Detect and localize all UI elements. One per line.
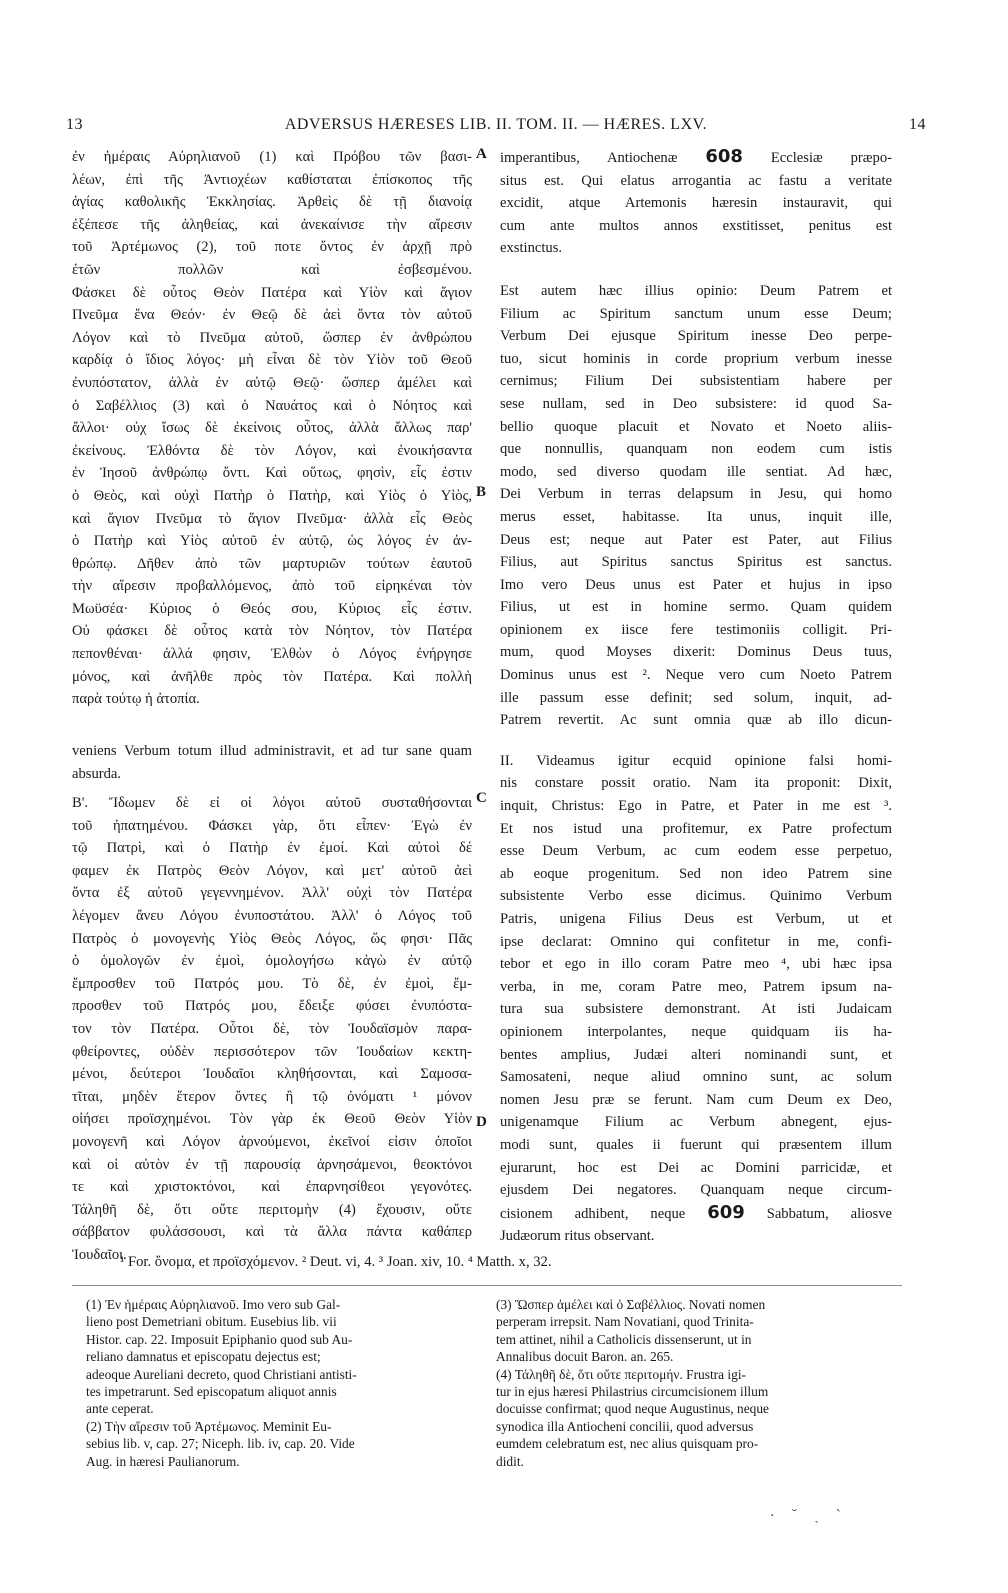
greek-line: φαμεν ἐκ Πατρὸς Θεὸν Λόγον, καὶ μετ' αὐτοῦ ἀεὶ xyxy=(72,862,472,879)
greek-line: Ἰουδαῖοι. xyxy=(72,1246,127,1263)
greek-column xyxy=(72,146,472,711)
greek-line: ὁ Σαβέλλιος (3) καὶ ὁ Ναυάτος καὶ ὁ Νόητος καὶ xyxy=(72,397,472,414)
greek-line: Μωϋσέα· Κύριος ὁ Θεός σου, Κύριος εἷς ἐστιν. xyxy=(72,600,472,617)
latin-line: ab eoque progenitum. Sed non ideo Patrem sine xyxy=(500,865,892,882)
latin-line: Filius, ut est in homine sermo. Quam quidem xyxy=(500,599,892,616)
margin-letter-c: C xyxy=(476,790,487,806)
latin-line: Verbum Dei ejusque Spiritum inesse Deo perpe- xyxy=(500,328,892,345)
latin-line: verba, in me, coram Patre meo, Patrem ipsum na- xyxy=(500,978,892,995)
greek-line: ἐν ἡμέραις Αὐρηλιανοῦ (1) καὶ Πρόβου τῶν βασι- xyxy=(72,149,472,165)
greek-line: τὴν αἵρεσιν προβαλλόμενος, ἀπὸ τοῦ εἰρηκέναι τὸν xyxy=(72,578,472,595)
margin-letter-b: B xyxy=(476,484,487,500)
greek-line: πεπονθέναι· ἀλλά φησιν, Ἐλθὼν ὁ Λόγος ἐνήργησε xyxy=(72,646,472,663)
latin-line: nis constare possit oratio. Nam ita proponit: Dixit, xyxy=(500,775,892,792)
greek-line: τῖται, μηδὲν ἕτερον ὄντες ἢ τῷ ὀνόματι ¹ μόνον xyxy=(72,1088,472,1105)
greek-line: ὁ ὁμολογῶν ἐν ἐμοὶ, ὁμολογήσω κἀγὼ ἐν αὐτῷ xyxy=(72,953,472,970)
greek-line: Τάληθῆ δὲ, ὅτι οὔτε περιτομὴν (4) ἔχουσιν, οὔτε xyxy=(72,1201,472,1218)
greek-line: λέων, ἐπὶ τῆς Ἀντιοχέων καθίσταται ἐπίσκοπος τῆς xyxy=(72,171,472,188)
greek-line: ἄλλοι· οὐχ ἴσως δὲ ἐκείνοις οὗτος, ἀλλὰ ἄλλως παρ' xyxy=(72,420,472,437)
greek-line: Β'. Ἴδωμεν δὲ εἰ οἱ λόγοι αὐτοῦ συσταθήσονται xyxy=(72,795,472,811)
greek-line: Πνεῦμα ἕνα Θεόν· ἐν Θεῷ δὲ ἀεὶ ὄντα τὸν αὐτοῦ xyxy=(72,307,472,324)
greek-line: μονογενῆ καὶ Λόγον ἀρνούμενοι, ἐκεῖνοί εἰσιν ὁποῖοι xyxy=(72,1133,472,1150)
running-title: ADVERSUS HÆRESES LIB. II. TOM. II. — HÆRES. LXV. xyxy=(284,116,708,133)
greek-line: παρὰ τούτῳ ἡ ἀτοπία. xyxy=(72,691,200,708)
greek-line: φθείροντες, οὐδὲν περισσότερον τῶν Ἰουδαίων κεκτη- xyxy=(72,1043,472,1060)
greek-line: καρδίᾳ ὁ ἴδιος λόγος· μὴ εἶναι δὲ τὸν Υἱὸν τοῦ Θεοῦ xyxy=(72,352,472,369)
latin-line: opinionem ex iisce fere testimoniis colligit. Pri- xyxy=(500,621,892,638)
greek-line: τε καὶ χριστοκτόνοι, καὶ ἐπαρνησίθεοι γεγονότες. xyxy=(72,1179,472,1196)
page-mark-609: 609 xyxy=(707,1201,745,1223)
note-line: didit. xyxy=(496,1453,524,1469)
footnote-divider xyxy=(72,1285,902,1286)
latin-line: modo, sed diverso quodam ille sentiat. Ad hæc, xyxy=(500,463,892,480)
latin-line: merus esset, habitasse. Ita unus, inquit ille, xyxy=(500,508,892,525)
greek-line: οἰήσει προϊσχημένοι. Τὸν γὰρ ἐκ Θεοῦ Θεὸν Υἱὸν xyxy=(72,1111,472,1128)
greek-line: ὁ Πατὴρ καὶ Υἱὸς αὐτοῦ ἐν αὐτῷ, ὡς λόγος ἐν ἀν- xyxy=(72,533,472,550)
greek-line: Φάσκει δὲ οὗτος Θεὸν Πατέρα καὶ Υἱὸν καὶ ἅγιον xyxy=(72,284,472,301)
latin-column xyxy=(500,146,892,1248)
page-number-right: 14 xyxy=(909,116,926,133)
latin-line: ille passum esse definit; sed solum, inquit, ad- xyxy=(500,689,892,706)
latin-spillover xyxy=(72,740,472,785)
latin-line: nomen Jesu præ se ferunt. Nam cum Deum ex Deo, xyxy=(500,1091,892,1108)
latin-line: Dominus unus est ². Neque vero cum Noeto Patrem xyxy=(500,667,892,684)
latin-block-2 xyxy=(500,280,892,732)
greek-line: τον τὸν Πατέρα. Οὗτοι δὲ, τὸν Ἰουδαϊσμὸν παρα- xyxy=(72,1020,472,1037)
latin-line: opinionem interpolantes, neque quidquam iis ha- xyxy=(500,1023,892,1040)
greek-line: σάββατον φυλάσσουσι, καὶ τὰ ἄλλα πάντα καθάπερ xyxy=(72,1224,472,1241)
latin-line: esse Deum Verbum, ac cum eodem esse perpetuo, xyxy=(500,843,892,860)
greek-line: ἔμπροσθεν τοῦ Πατρός μου. Τὸ δὲ, ἐν ἐμοὶ, ἔμ- xyxy=(72,975,472,992)
latin-block-1 xyxy=(500,170,892,260)
greek-column-2 xyxy=(72,792,472,1266)
latin-line: bellio quoque placuit et Novato et Noeto aliis- xyxy=(500,418,892,435)
latin-line: Filius, aut Spiritus sanctus Spiritus est sanctus. xyxy=(500,554,892,571)
latin-line: Patris, unigena Filius Deus est Verbum, ut et xyxy=(500,911,892,927)
note-line: reliano damnatus et episcopatu dejectus est; xyxy=(86,1349,321,1365)
page-mark-608: 608 xyxy=(705,146,743,167)
latin-line: Samosateni, neque aliud omnino sunt, ac solum xyxy=(500,1069,892,1086)
latin-line: ipse declarat: Omnino qui confitetur in me, confi- xyxy=(500,933,892,950)
latin-line: tuo, sicut hominis in corde proprium verbum inesse xyxy=(500,350,892,367)
greek-line: καὶ ἅγιον Πνεῦμα τὸ ἅγιον Πνεῦμα· ἀλλὰ εἷς Θεὸς xyxy=(72,510,472,527)
running-header xyxy=(66,116,926,140)
latin-line: ejusdem Dei negatores. Quanquam neque circum- xyxy=(500,1182,892,1199)
greek-line: θρώπῳ. Δῆθεν ἀπὸ τῶν μαρτυριῶν τούτων ἑαυτοῦ xyxy=(72,555,472,572)
latin-line: subsistente Verbo esse dicimus. Quinimo Verbum xyxy=(500,888,892,905)
latin-block-3 xyxy=(500,750,892,1202)
greek-line: ἐν Ἰησοῦ ἀνθρώπῳ ὄντι. Καὶ οὕτως, φησὶν, εἷς ἐστιν xyxy=(72,465,472,482)
note-line: synodica illa Antiocheni concilii, quod adversus xyxy=(496,1418,754,1434)
margin-letter-d: D xyxy=(476,1114,487,1130)
latin-line: modi sunt, quales ii fuerunt qui præsentem illum xyxy=(500,1136,892,1153)
latin-line: Et nos istud una profitemur, ex Patre profectum xyxy=(500,820,892,837)
latin-spillover-text: veniens Verbum totum illud administravit, et ad tur sane quam absurda. xyxy=(72,743,472,782)
greek-line: μένοι, δεύτεροι Ἰουδαῖοι κληθήσονται, καὶ Σαμοσα- xyxy=(72,1066,472,1083)
notes-left-column xyxy=(86,1296,476,1470)
latin-line: excidit, atque Artemonis hæresin instauravit, qui xyxy=(500,195,892,212)
greek-line: Λόγον καὶ τὸ Πνεῦμα αὐτοῦ, ὥσπερ ἐν ἀνθρώπου xyxy=(72,329,472,346)
greek-line: τοῦ Ἀρτέμωνος (2), τοῦ ποτε ὄντος ἐν ἀρχῇ πρὸ xyxy=(72,239,472,256)
note-line: tem attinet, nihil a Catholicis dissenserunt, ut in xyxy=(496,1331,752,1347)
footnote-references: ¹ For. ὄνομα, et προϊσχόμενον. ² Deut. vi, 4. ³ Joan. xiv, 10. ⁴ Matth. x, 32. xyxy=(120,1254,552,1270)
note-line: (3) Ὥσπερ ἀμέλει καὶ ὁ Σαβέλλιος. Novati nomen xyxy=(496,1297,766,1312)
latin-line: Dei Verbum in terras delapsum in Jesu, qui homo xyxy=(500,486,892,503)
latin-line: tebor et ego in illo coram Patre meo ⁴, ubi hæc ipsa xyxy=(500,956,892,973)
greek-line: Πατρὸς ὁ μονογενὴς Υἱὸς Θεὸς Λόγος, ὥς φησι· Πᾶς xyxy=(72,930,472,947)
latin-line: Deus est; neque aut Pater est Pater, aut Filius xyxy=(500,531,892,548)
latin-line: II. Videamus igitur ecquid opinione falsi homi- xyxy=(500,752,892,769)
specks: · ˘ ˎ ˋ xyxy=(770,1508,849,1524)
note-line: lieno post Demetriani obitum. Eusebius lib. vii xyxy=(86,1314,337,1330)
latin-line: Judæorum ritus observant. xyxy=(500,1228,655,1245)
note-line: perperam irrepsit. Nam Novatiani, quod Trinita- xyxy=(496,1314,754,1330)
greek-line: ἐτῶν πολλῶν καὶ ἐσβεσμένου. xyxy=(72,261,472,278)
note-line: tes impetrarunt. Sed episcopatum aliquot annis xyxy=(86,1384,337,1400)
greek-line: Οὐ φάσκει δὲ οὗτος κατὰ τὸν Νόητον, τὸν Πατέρα xyxy=(72,623,472,640)
page-number-left: 13 xyxy=(66,116,83,133)
latin-line: Est autem hæc illius opinio: Deum Patrem et xyxy=(500,282,892,299)
note-line: (1) Ἐν ἡμέραις Αὐρηλιανοῦ. Imo vero sub Gal- xyxy=(86,1297,341,1312)
greek-line: ὄντα ἐξ αὐτοῦ γεγεννημένον. Ἀλλ' οὐχὶ τὸν Πατέρα xyxy=(72,885,472,902)
note-line: eumdem celebratum est, nec alius quisquam pro- xyxy=(496,1436,759,1452)
greek-line: καὶ οἱ αὐτὸν ἐν τῇ παρουσίᾳ ἀρνησάμενοι, θεοκτόνοι xyxy=(72,1156,472,1173)
latin-line: cernimus; Filium Dei subsistentiam habere per xyxy=(500,373,892,390)
latin-line: Imo vero Deus unus est Pater et hujus in ipso xyxy=(500,576,892,593)
latin-line: cum ante multos annos exstitisset, penitus est xyxy=(500,217,892,234)
greek-line: ἐκείνους. Ἐλθόντα δὲ τὸν Λόγον, καὶ ἐνοικήσαντα xyxy=(72,442,472,459)
note-line: Histor. cap. 22. Imposuit Epiphanio quod sub Au- xyxy=(86,1331,353,1347)
latin-line: imperantibus, Antiochenæ 608 Ecclesiæ præpo- xyxy=(500,146,892,167)
latin-line: tura sua subsistere demonstrant. At isti Judaicam xyxy=(500,1001,892,1018)
latin-line: cisionem adhibent, neque 609 Sabbatum, aliosve xyxy=(500,1201,892,1223)
latin-line: unigenamque Filium ac Verbum abnegent, ejus- xyxy=(500,1114,892,1131)
greek-line: τοῦ ἠπατημένου. Φάσκει γὰρ, ὅτι εἶπεν· Ἐγὼ ἐν xyxy=(72,817,472,834)
note-line: tur in ejus hæresi Philastrius circumcisionem illum xyxy=(496,1384,769,1400)
latin-line: mum, quod Moyses dixerit: Dominus Deus tuus, xyxy=(500,644,892,661)
greek-line: προσθεν τοῦ Πατρός μου, ἔδειξε φύσει ἐνυπόστα- xyxy=(72,998,472,1015)
latin-line: inquit, Christus: Ego in Patre, et Pater in me est ³. xyxy=(500,798,892,815)
greek-line: λέγομεν ἄνευ Λόγου ἐνυποστάτου. Ἀλλ' ὁ Λόγος τοῦ xyxy=(72,907,472,924)
greek-line: ὁ Θεὸς, καὶ οὐχὶ Πατὴρ ὁ Πατὴρ, καὶ Υἱὸς ὁ Υἱὸς, xyxy=(72,487,472,504)
note-line: Aug. in hæresi Paulianorum. xyxy=(86,1453,240,1469)
latin-line: Patrem revertit. Ac sunt omnia quæ ab illo dicun- xyxy=(500,712,892,729)
greek-line: μόνος, καὶ ἀνῆλθε πρὸς τὸν Πατέρα. Καὶ πολλὴ xyxy=(72,668,472,685)
greek-block-1 xyxy=(72,146,472,711)
note-line: ante ceperat. xyxy=(86,1401,154,1417)
note-line: sebius lib. v, cap. 27; Niceph. lib. iv, cap. 20. Vide xyxy=(86,1436,355,1452)
greek-line: ἐνυπόστατον, ἀλλὰ ἐν αὐτῷ Θεῷ· ὥσπερ ἀμέλει καὶ xyxy=(72,374,472,391)
note-line: (2) Τὴν αἵρεσιν τοῦ Ἀρτέμωνος. Meminit Eu- xyxy=(86,1418,332,1434)
greek-block-2 xyxy=(72,792,472,1266)
greek-line: ἁγίας καθολικῆς Ἐκκλησίας. Ἀρθεὶς δὲ τῇ διανοίᾳ xyxy=(72,194,472,211)
note-line: Annalibus docuit Baron. an. 265. xyxy=(496,1349,674,1365)
notes-right-column xyxy=(496,1296,900,1470)
latin-line: sese nullam, sed in Deo subsistere: id quod Sa- xyxy=(500,395,892,412)
margin-letter-a: A xyxy=(476,146,487,162)
latin-line: bentes amplius, Judæi alteri nominandi sunt, et xyxy=(500,1046,892,1063)
latin-line: exstinctus. xyxy=(500,240,563,257)
note-line: docuisse confirmat; quod neque Augustinus, neque xyxy=(496,1401,769,1417)
latin-line: ejurarunt, hoc est Dei ac Domini parricidæ, et xyxy=(500,1159,892,1176)
latin-line: que nonnullis, quanquam non eodem cum istis xyxy=(500,441,892,458)
greek-line: ἐξέπεσε τῆς ἀληθείας, καὶ ἀνεκαίνισε τὴν αἵρεσιν xyxy=(72,216,472,233)
latin-line: situs est. Qui elatus arrogantia ac fastu a veritate xyxy=(500,172,892,189)
note-line: adeoque Aureliani decreto, quod Christiani antisti- xyxy=(86,1366,357,1382)
greek-line: τῷ Πατρὶ, καὶ ὁ Πατὴρ ἐν ἐμοί. Καὶ αὐτοὶ δέ xyxy=(72,840,472,857)
latin-line: Filium ac Spiritum sanctum unum esse Deum; xyxy=(500,305,892,322)
note-line: (4) Τάληθῆ δὲ, ὅτι οὔτε περιτομήν. Frustra igi- xyxy=(496,1366,747,1382)
